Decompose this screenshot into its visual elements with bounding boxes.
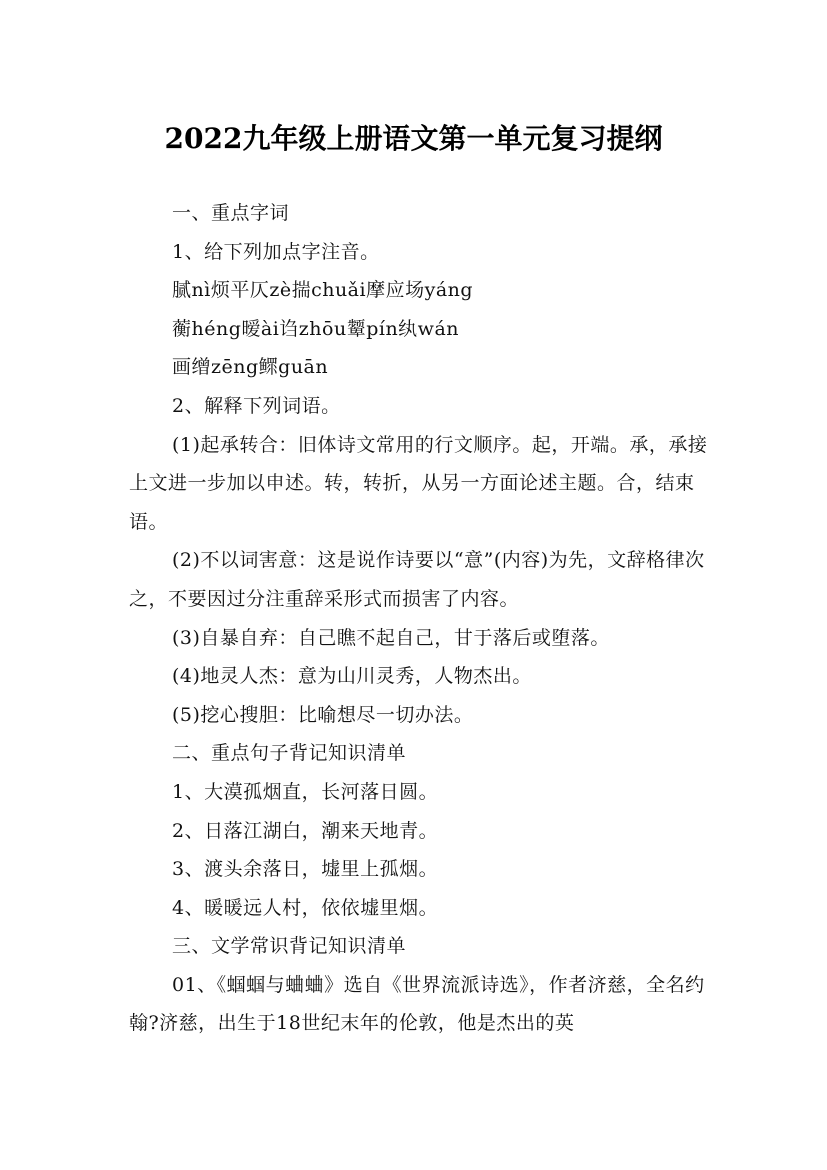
verse-1: 1、大漠孤烟直，长河落日圆。	[172, 780, 439, 803]
definition-paragraph-1: (1)起承转合：旧体诗文常用的行文顺序。起，开端。承，承接上文进一步加以申述。转，转折，从另一方面论述主题。合，结束语。	[129, 433, 708, 533]
document-body	[129, 194, 709, 1043]
section-heading-3: 三、文学常识背记知识清单	[172, 935, 407, 958]
literature-paragraph: 01、《蝈蝈与蛐蛐》选自《世界流派诗选》，作者济慈，全名约翰?济慈，出生于18世纪末年的伦敦，他是杰出的英	[129, 973, 705, 1035]
section-heading-1: 一、重点字词	[172, 202, 290, 224]
pinyin-line-1: 腻nì烦平仄zè揣chuǎi摩应场yáng	[172, 279, 474, 302]
question-1: 1、给下列加点字注音。	[172, 240, 380, 263]
pinyin-line-2: 蘅héng暧ài诌zhōu颦pín纨wán	[172, 317, 460, 340]
definition-3: (3)自暴自弃：自己瞧不起自己，甘于落后或堕落。	[172, 626, 610, 649]
definition-5: (5)挖心搜胆：比喻想尽一切办法。	[172, 703, 474, 726]
definition-4: (4)地灵人杰：意为山川灵秀，人物杰出。	[172, 665, 532, 688]
question-2: 2、解释下列词语。	[172, 394, 341, 417]
verse-3: 3、渡头余落日，墟里上孤烟。	[172, 858, 439, 881]
definition-paragraph-2: (2)不以词害意：这是说作诗要以“意”(内容)为先，文辞格律次之，不要因过分注重辞采形式而损害了内容。	[129, 549, 705, 610]
verse-4: 4、暖暖远人村，依依墟里烟。	[172, 896, 439, 919]
document-title: 2022九年级上册语文第一单元复习提纲	[164, 121, 663, 155]
verse-2: 2、日落江湖白，潮来天地青。	[172, 819, 439, 842]
section-heading-2: 二、重点句子背记知识清单	[172, 742, 407, 765]
pinyin-line-3: 画缯zēng鳏guān	[172, 356, 329, 379]
